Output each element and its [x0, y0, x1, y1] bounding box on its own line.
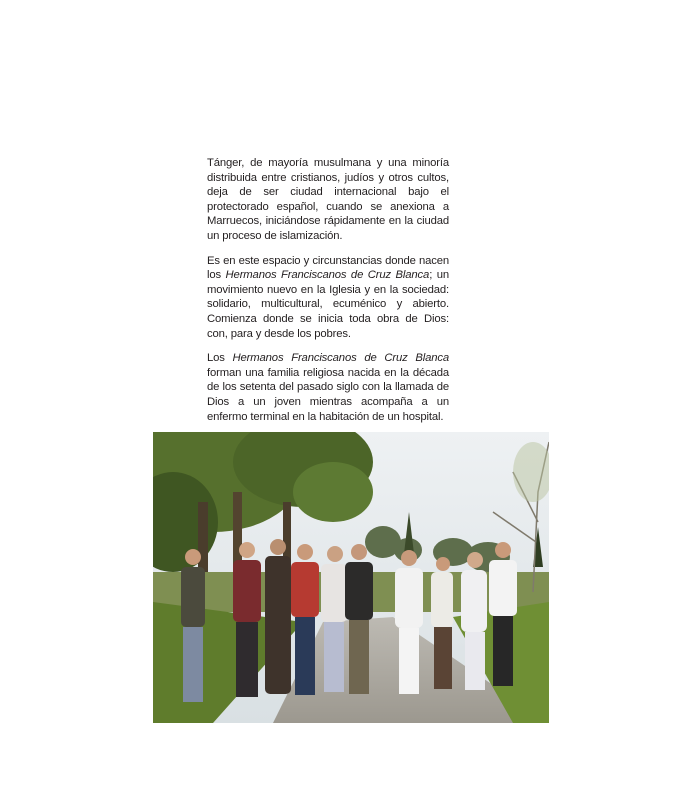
body-text — [207, 156, 449, 434]
text-run: ; un movimiento nuevo en la Iglesia y en la sociedad: solidario, multicultural, ecuménico y abierto. Comienza donde se inicia toda obra de Dios: con, para y desde los pobres. — [207, 269, 450, 340]
text-run: Es en este espacio y circunstancias donde nacen los — [207, 254, 449, 282]
text-run: Los — [207, 352, 233, 365]
paragraph — [207, 156, 449, 244]
paragraph — [207, 351, 449, 424]
italic-text-run: Hermanos Franciscanos de Cruz Blanca — [225, 269, 430, 282]
paragraph — [207, 254, 449, 342]
text-run: Tánger, de mayoría musulmana y una minoría distribuida entre cristianos, judíos y otros cultos, deja de ser ciudad internacional bajo el protectorado español, cuando se anexiona a Marruecos, iniciándose rápidamente en la ciudad un proceso de islamización. — [207, 157, 449, 242]
photo-illustration — [153, 432, 549, 723]
group-walking-photo — [153, 432, 549, 723]
text-run: forman una familia religiosa nacida en la década de los setenta del pasado siglo con la llamada de Dios a un joven mientras acompaña a un enfermo terminal en la habitación de un hospital. — [207, 366, 449, 423]
italic-text-run: Hermanos Franciscanos de Cruz Blanca — [232, 352, 449, 365]
